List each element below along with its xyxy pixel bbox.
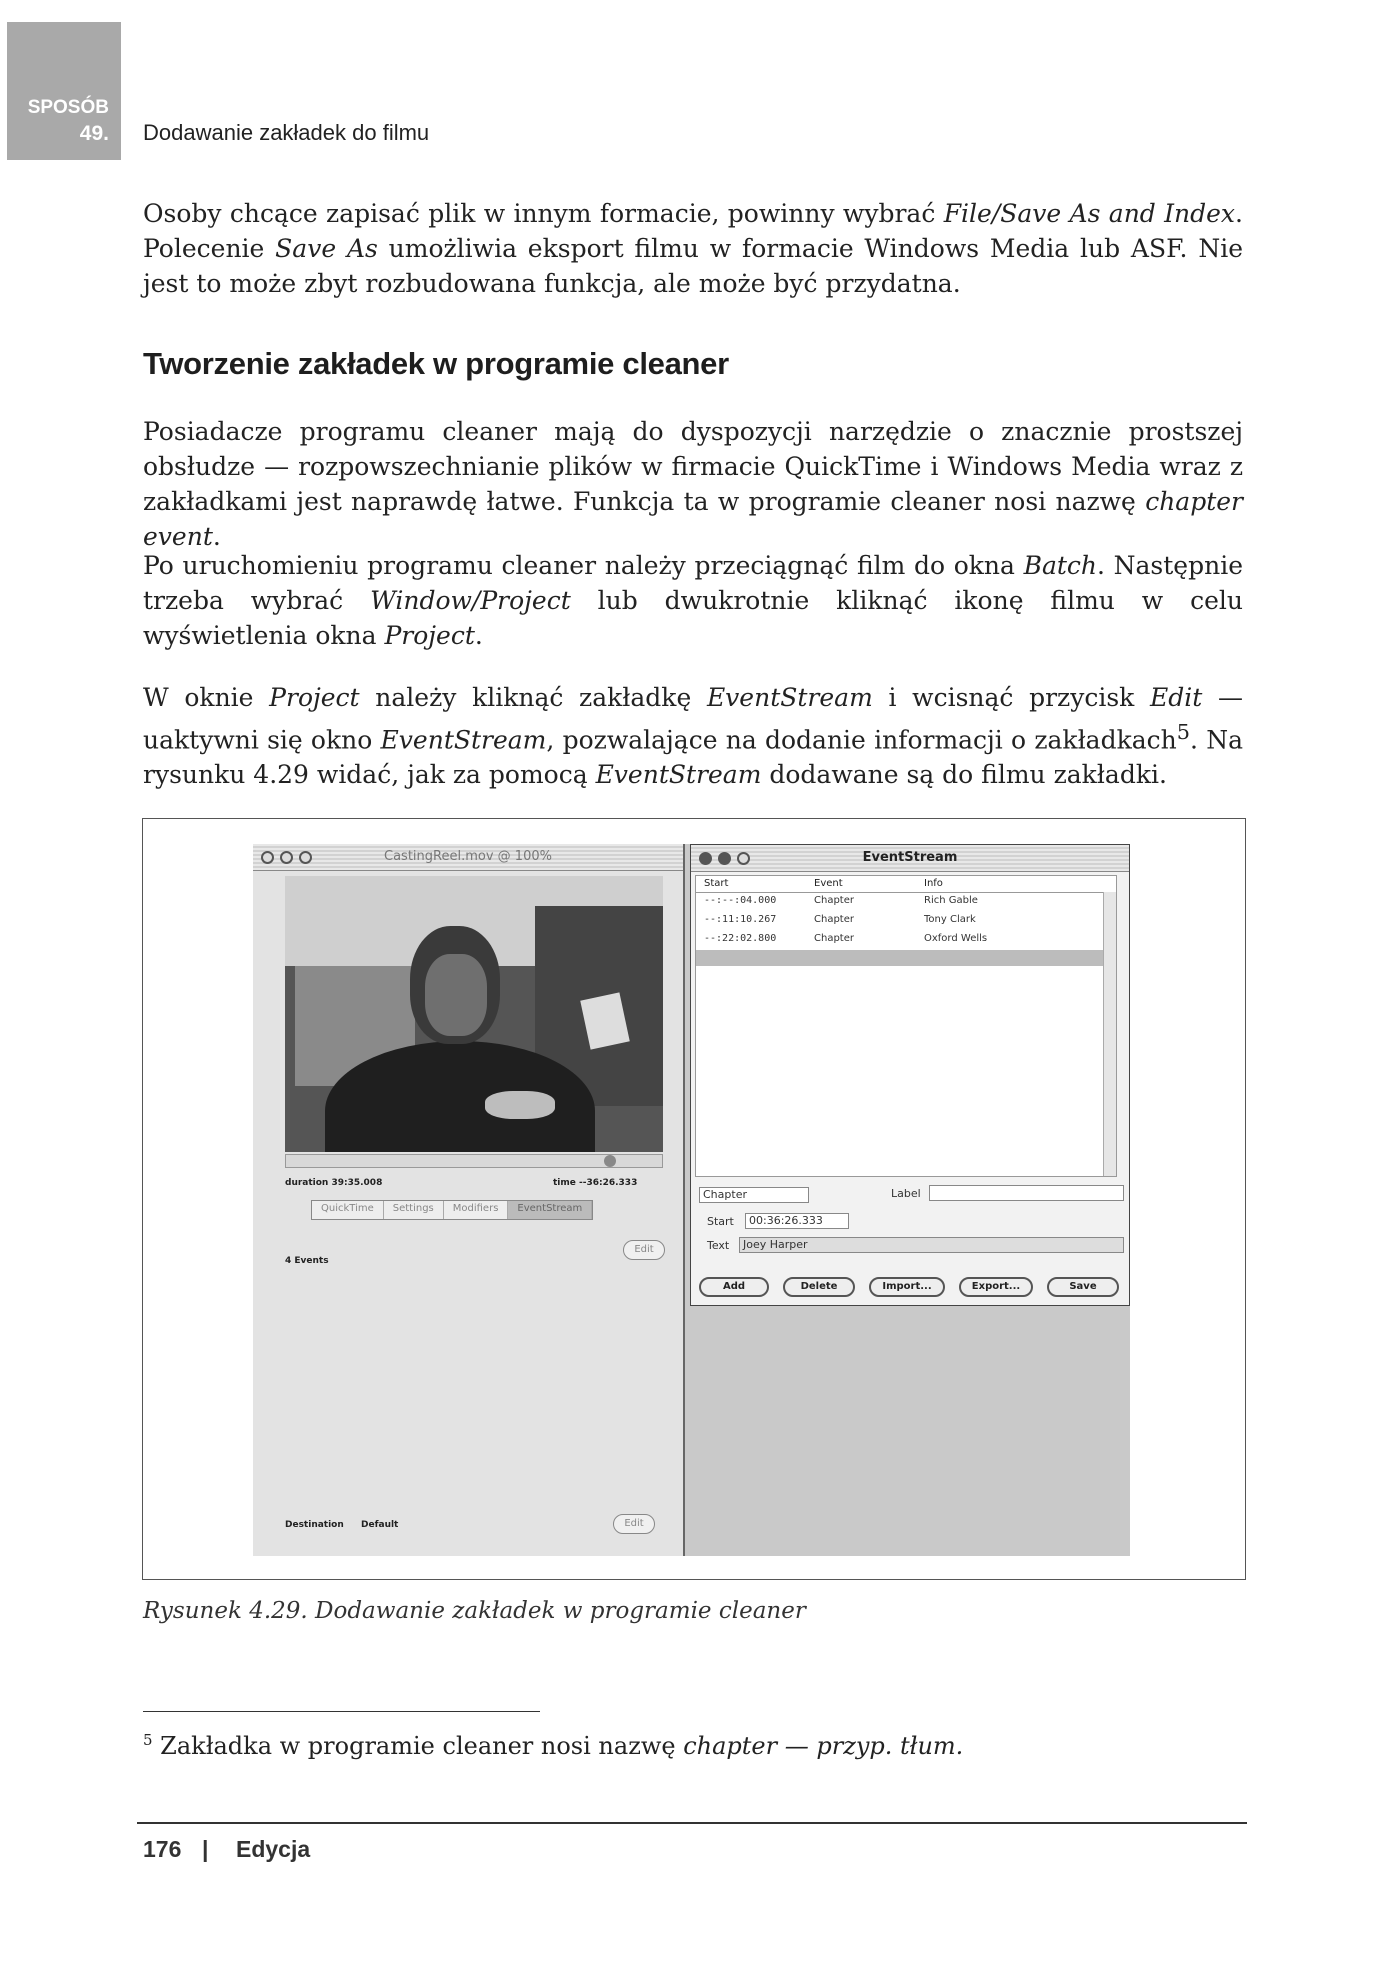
tab-eventstream[interactable]: EventStream [508, 1201, 592, 1219]
col-start[interactable]: Start [704, 878, 729, 889]
screenshot [253, 844, 1130, 1556]
tab-number: 49. [79, 122, 109, 145]
col-info[interactable]: Info [924, 878, 943, 889]
paragraph-2: Posiadacze programu cleaner mają do dyspozycji narzędzie o znacznie prostszej obsłudze — rozpowszechnianie plików w firmacie QuickTime i Windows Media wraz z zakładkami jest naprawdę łatwe. Funkcja ta w programie cleaner nosi nazwę chapter event. [143, 417, 1243, 551]
export-button[interactable]: Export... [959, 1277, 1033, 1297]
tab-quicktime[interactable]: QuickTime [312, 1201, 384, 1219]
time-readout: time --36:26.333 [553, 1178, 638, 1188]
duration-readout: duration 39:35.008 [285, 1178, 383, 1188]
add-button[interactable]: Add [699, 1277, 769, 1297]
footer-rule [137, 1822, 1247, 1824]
chapter-tab [7, 22, 121, 160]
footnote-rule [143, 1711, 540, 1712]
save-button[interactable]: Save [1047, 1277, 1119, 1297]
event-list-header [696, 876, 1116, 893]
movie-window-titlebar [253, 844, 683, 871]
timeline-scrubber[interactable] [285, 1154, 663, 1168]
paragraph-4: W oknie Project należy kliknąć zakładkę EventStream i wcisnąć przycisk Edit — uaktywni się okno EventStream, pozwalające na dodanie informacji o zakładkach$^5$. Na rysunku 4.29 widać, jak za pomocą EventStream dodawane są do filmu zakładki. [143, 683, 1244, 790]
col-event[interactable]: Event [814, 878, 843, 889]
destination-label: Destination [285, 1520, 344, 1530]
eventstream-window [690, 844, 1130, 1306]
footnote: $^5$ Zakładka w programie cleaner nosi nazwę chapter — przyp. tłum. [143, 1731, 964, 1760]
page-number: 176 [143, 1836, 182, 1862]
figure-frame [142, 818, 1246, 1580]
movie-window [253, 844, 685, 1556]
tab-settings[interactable]: Settings [384, 1201, 444, 1219]
events-count: 4 Events [285, 1256, 329, 1266]
video-frame [285, 876, 663, 1152]
eventstream-titlebar [691, 845, 1129, 872]
table-row[interactable]: --:11:10.267 Chapter Tony Clark [704, 914, 976, 925]
delete-button[interactable]: Delete [783, 1277, 855, 1297]
section-heading: Tworzenie zakładek w programie cleaner [143, 346, 729, 381]
table-row[interactable]: --:22:02.800 Chapter Oxford Wells [704, 933, 988, 944]
text-field[interactable]: Joey Harper [739, 1237, 1124, 1253]
start-field[interactable]: 00:36:26.333 [745, 1213, 849, 1229]
table-row[interactable]: --:--:04.000 Chapter Rich Gable [704, 895, 978, 906]
label-field[interactable] [929, 1185, 1124, 1201]
project-tabs [311, 1200, 593, 1220]
movie-window-title: CastingReel.mov @ 100% [384, 849, 552, 864]
footer-separator: | [202, 1836, 209, 1862]
eventstream-title: EventStream [862, 850, 958, 865]
label-label: Label [891, 1187, 921, 1200]
selected-row[interactable] [696, 950, 1116, 966]
event-list-scrollbar[interactable] [1103, 892, 1116, 1176]
start-label: Start [707, 1215, 734, 1228]
running-title: Dodawanie zakładek do filmu [143, 120, 430, 145]
text-label: Text [707, 1239, 730, 1252]
scrubber-knob[interactable] [604, 1155, 616, 1167]
destination-edit-button[interactable]: Edit [613, 1514, 655, 1534]
import-button[interactable]: Import... [869, 1277, 945, 1297]
destination-value: Default [361, 1520, 399, 1530]
event-list [695, 875, 1117, 1177]
event-type-select[interactable]: Chapter [699, 1187, 809, 1203]
figure-caption: Rysunek 4.29. Dodawanie zakładek w programie cleaner [143, 1598, 806, 1624]
paragraph-3: Po uruchomieniu programu cleaner należy przeciągnąć film do okna Batch. Następnie trzeba wybrać Window/Project lub dwukrotnie kliknąć ikonę filmu w celu wyświetlenia okna Project. [143, 551, 1243, 650]
tab-modifiers[interactable]: Modifiers [444, 1201, 509, 1219]
paragraph-1: Osoby chcące zapisać plik w innym formacie, powinny wybrać File/Save As and Index. Polecenie Save As umożliwia eksport filmu w formacie Windows Media lub ASF. Nie jest to może zbyt rozbudowana funkcja, ale może być przydatna. [143, 199, 1243, 298]
section-name: Edycja [236, 1836, 311, 1862]
edit-button[interactable]: Edit [623, 1240, 665, 1260]
tab-word: SPOSÓB [27, 97, 109, 118]
